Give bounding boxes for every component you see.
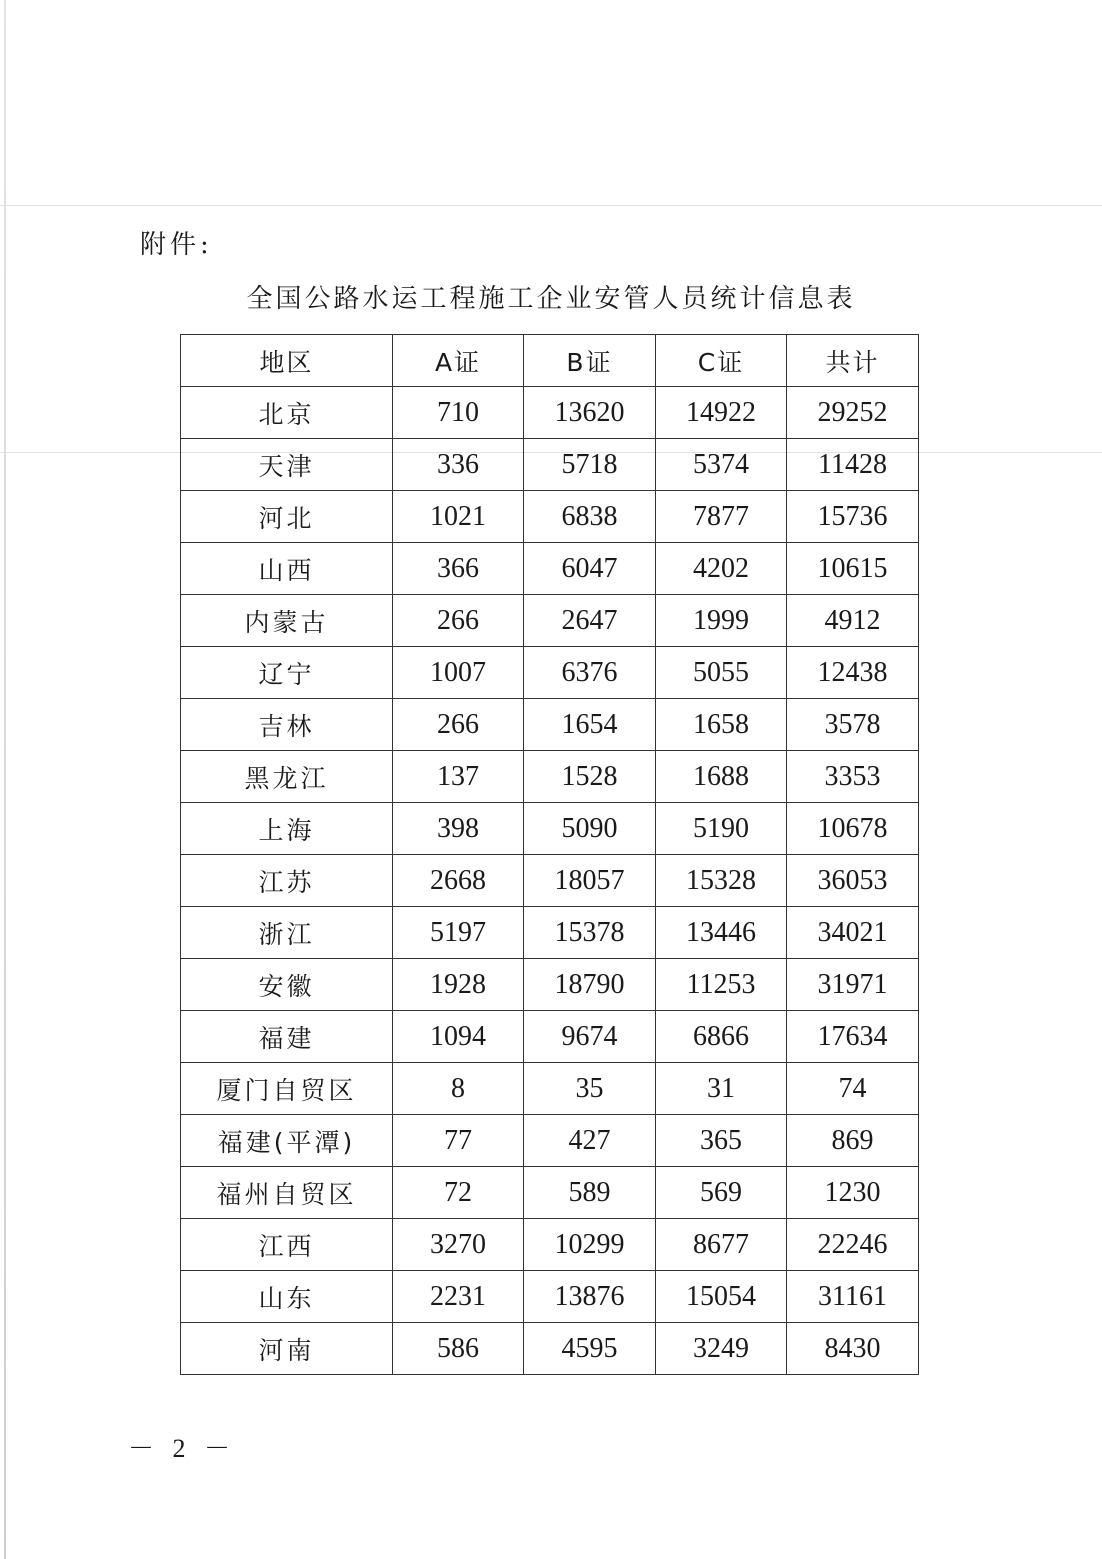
region-cell: 辽宁 <box>181 647 393 699</box>
region-cell: 山西 <box>181 543 393 595</box>
table-row <box>181 543 919 595</box>
c-cert-cell: 31 <box>656 1063 787 1115</box>
statistics-table <box>180 334 919 1375</box>
column-header-a-cert: A证 <box>393 335 524 387</box>
document-title: 全国公路水运工程施工企业安管人员统计信息表 <box>246 284 856 314</box>
table-row <box>181 1063 919 1115</box>
total-cell: 29252 <box>787 387 919 439</box>
table-row <box>181 1219 919 1271</box>
total-cell: 10678 <box>787 803 919 855</box>
total-cell: 17634 <box>787 1011 919 1063</box>
table-row <box>181 1323 919 1375</box>
b-cert-cell: 5090 <box>524 803 656 855</box>
b-cert-cell: 13876 <box>524 1271 656 1323</box>
a-cert-cell: 1094 <box>393 1011 524 1063</box>
a-cert-cell: 336 <box>393 439 524 491</box>
total-cell: 869 <box>787 1115 919 1167</box>
column-header-c-cert: C证 <box>656 335 787 387</box>
b-cert-cell: 4595 <box>524 1323 656 1375</box>
b-cert-cell: 35 <box>524 1063 656 1115</box>
page-edge <box>4 0 6 1559</box>
c-cert-cell: 5190 <box>656 803 787 855</box>
b-cert-cell: 1654 <box>524 699 656 751</box>
a-cert-cell: 1928 <box>393 959 524 1011</box>
total-cell: 15736 <box>787 491 919 543</box>
c-cert-cell: 569 <box>656 1167 787 1219</box>
b-cert-cell: 18790 <box>524 959 656 1011</box>
region-cell: 福建(平潭) <box>181 1115 393 1167</box>
b-cert-cell: 1528 <box>524 751 656 803</box>
a-cert-cell: 366 <box>393 543 524 595</box>
region-cell: 山东 <box>181 1271 393 1323</box>
table-row <box>181 1167 919 1219</box>
total-cell: 31161 <box>787 1271 919 1323</box>
region-cell: 浙江 <box>181 907 393 959</box>
total-cell: 36053 <box>787 855 919 907</box>
a-cert-cell: 1021 <box>393 491 524 543</box>
a-cert-cell: 398 <box>393 803 524 855</box>
a-cert-cell: 266 <box>393 595 524 647</box>
a-cert-cell: 710 <box>393 387 524 439</box>
b-cert-cell: 589 <box>524 1167 656 1219</box>
c-cert-cell: 11253 <box>656 959 787 1011</box>
table-row <box>181 1115 919 1167</box>
total-cell: 1230 <box>787 1167 919 1219</box>
table-row <box>181 647 919 699</box>
region-cell: 河北 <box>181 491 393 543</box>
b-cert-cell: 5718 <box>524 439 656 491</box>
region-cell: 黑龙江 <box>181 751 393 803</box>
a-cert-cell: 1007 <box>393 647 524 699</box>
c-cert-cell: 1688 <box>656 751 787 803</box>
b-cert-cell: 18057 <box>524 855 656 907</box>
total-cell: 8430 <box>787 1323 919 1375</box>
table-row <box>181 1271 919 1323</box>
c-cert-cell: 15328 <box>656 855 787 907</box>
total-cell: 31971 <box>787 959 919 1011</box>
region-cell: 安徽 <box>181 959 393 1011</box>
region-cell: 上海 <box>181 803 393 855</box>
b-cert-cell: 10299 <box>524 1219 656 1271</box>
c-cert-cell: 1999 <box>656 595 787 647</box>
c-cert-cell: 5055 <box>656 647 787 699</box>
a-cert-cell: 72 <box>393 1167 524 1219</box>
table-row <box>181 959 919 1011</box>
c-cert-cell: 14922 <box>656 387 787 439</box>
total-cell: 10615 <box>787 543 919 595</box>
a-cert-cell: 266 <box>393 699 524 751</box>
total-cell: 4912 <box>787 595 919 647</box>
table-row <box>181 595 919 647</box>
table-row <box>181 439 919 491</box>
a-cert-cell: 2231 <box>393 1271 524 1323</box>
table-row <box>181 699 919 751</box>
region-cell: 天津 <box>181 439 393 491</box>
b-cert-cell: 13620 <box>524 387 656 439</box>
c-cert-cell: 4202 <box>656 543 787 595</box>
region-cell: 吉林 <box>181 699 393 751</box>
total-cell: 74 <box>787 1063 919 1115</box>
total-cell: 3353 <box>787 751 919 803</box>
region-cell: 福建 <box>181 1011 393 1063</box>
attachment-label: 附件: <box>140 230 213 260</box>
table-row <box>181 855 919 907</box>
table-row <box>181 387 919 439</box>
total-cell: 12438 <box>787 647 919 699</box>
c-cert-cell: 3249 <box>656 1323 787 1375</box>
table-row <box>181 907 919 959</box>
c-cert-cell: 15054 <box>656 1271 787 1323</box>
region-cell: 北京 <box>181 387 393 439</box>
table-header-row <box>181 335 919 387</box>
c-cert-cell: 7877 <box>656 491 787 543</box>
c-cert-cell: 8677 <box>656 1219 787 1271</box>
a-cert-cell: 2668 <box>393 855 524 907</box>
table-row <box>181 1011 919 1063</box>
region-cell: 福州自贸区 <box>181 1167 393 1219</box>
b-cert-cell: 6838 <box>524 491 656 543</box>
scan-artifact-line <box>0 205 1102 206</box>
total-cell: 3578 <box>787 699 919 751</box>
column-header-total: 共计 <box>787 335 919 387</box>
column-header-b-cert: B证 <box>524 335 656 387</box>
total-cell: 22246 <box>787 1219 919 1271</box>
b-cert-cell: 6376 <box>524 647 656 699</box>
page-number: － 2 － <box>128 1434 237 1463</box>
table-row <box>181 491 919 543</box>
column-header-region: 地区 <box>181 335 393 387</box>
region-cell: 厦门自贸区 <box>181 1063 393 1115</box>
b-cert-cell: 6047 <box>524 543 656 595</box>
c-cert-cell: 365 <box>656 1115 787 1167</box>
region-cell: 河南 <box>181 1323 393 1375</box>
b-cert-cell: 2647 <box>524 595 656 647</box>
a-cert-cell: 137 <box>393 751 524 803</box>
region-cell: 江西 <box>181 1219 393 1271</box>
table-row <box>181 803 919 855</box>
b-cert-cell: 9674 <box>524 1011 656 1063</box>
b-cert-cell: 15378 <box>524 907 656 959</box>
c-cert-cell: 6866 <box>656 1011 787 1063</box>
region-cell: 内蒙古 <box>181 595 393 647</box>
a-cert-cell: 3270 <box>393 1219 524 1271</box>
c-cert-cell: 1658 <box>656 699 787 751</box>
c-cert-cell: 5374 <box>656 439 787 491</box>
total-cell: 34021 <box>787 907 919 959</box>
a-cert-cell: 586 <box>393 1323 524 1375</box>
table-body <box>181 387 919 1375</box>
total-cell: 11428 <box>787 439 919 491</box>
c-cert-cell: 13446 <box>656 907 787 959</box>
region-cell: 江苏 <box>181 855 393 907</box>
a-cert-cell: 5197 <box>393 907 524 959</box>
a-cert-cell: 77 <box>393 1115 524 1167</box>
table-row <box>181 751 919 803</box>
a-cert-cell: 8 <box>393 1063 524 1115</box>
b-cert-cell: 427 <box>524 1115 656 1167</box>
